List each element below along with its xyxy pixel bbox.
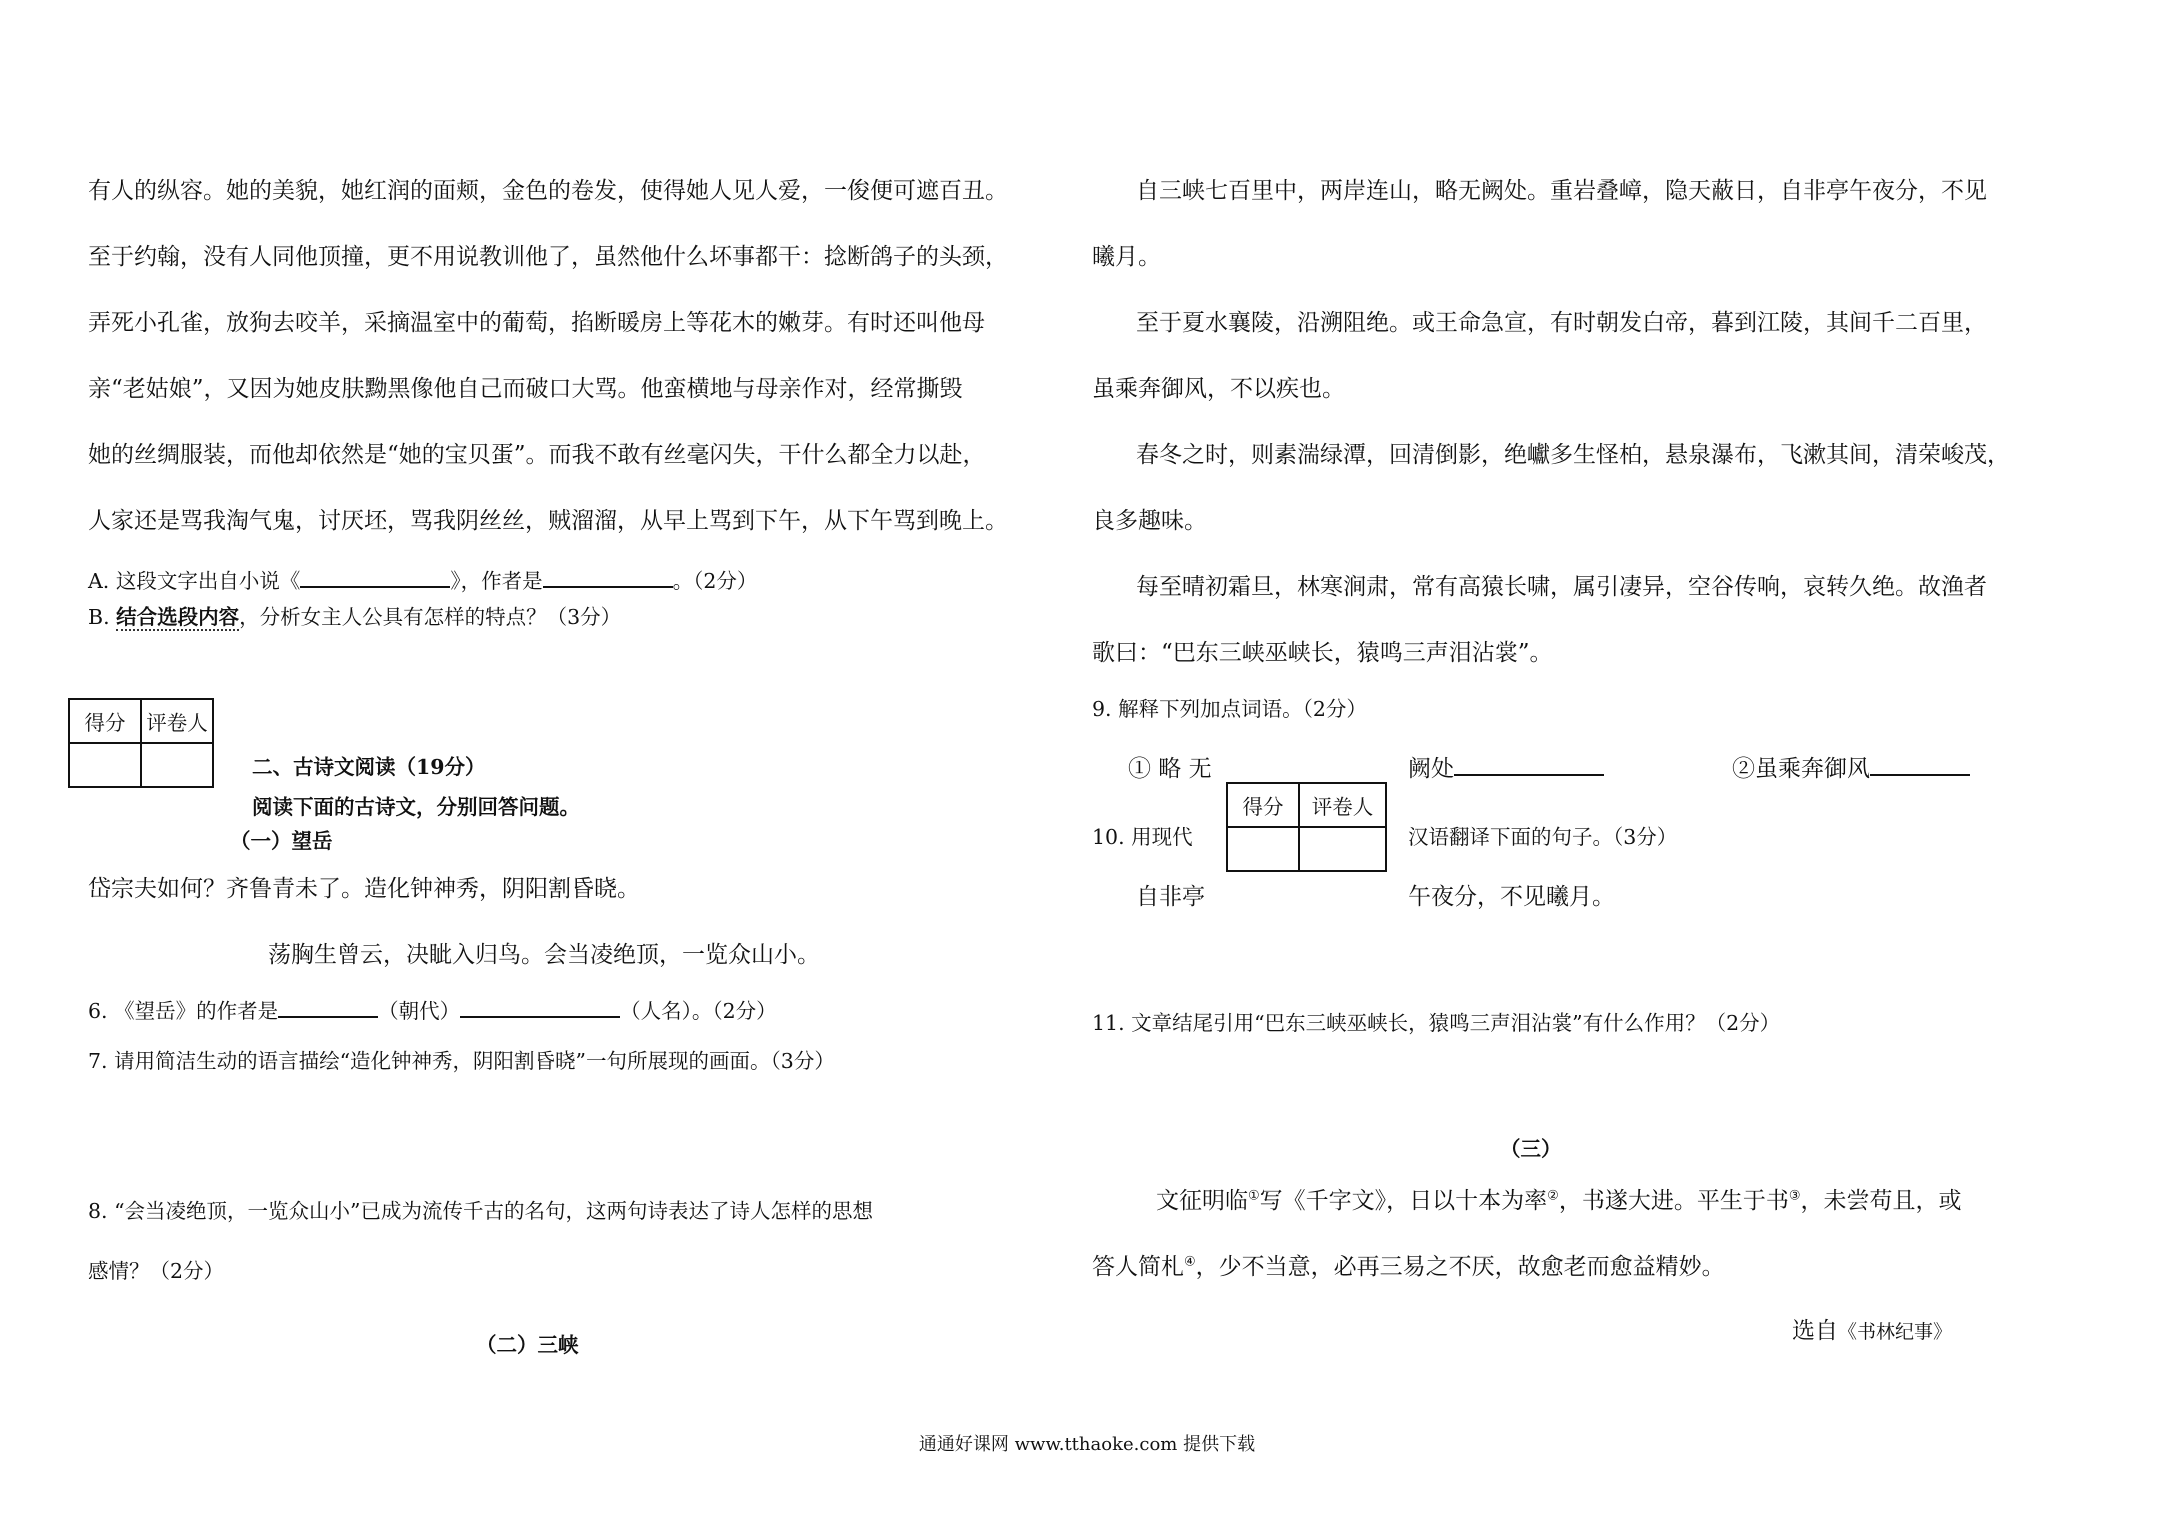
q9-item-1-word: 阙处: [1408, 750, 1604, 783]
subsection-title: （三）: [1500, 1137, 1562, 1161]
passage-3-line: 文征明临①写《千字文》，日以十本为率②，书遂大进。平生于书③，未尝苟且，或: [1156, 1188, 1962, 1214]
question-10-cont: 汉语翻译下面的句子。（3分）: [1408, 825, 1678, 849]
passage-line: 良多趣味。: [1092, 508, 1207, 534]
poem-line: 岱宗夫如何？齐鲁青未了。造化钟神秀，阴阳割昏晓。: [88, 876, 640, 902]
question-7: 7. 请用简洁生动的语言描绘“造化钟神秀，阴阳割昏晓”一句所展现的画面。（3分）: [88, 1049, 835, 1073]
passage-line: 歌曰：“巴东三峡巫峡长，猿鸣三声泪沾裳”。: [1092, 640, 1553, 666]
score-label: 得分: [1227, 783, 1299, 827]
passage-line: 亲“老姑娘”，又因为她皮肤黝黑像他自己而破口大骂。他蛮横地与母亲作对，经常撕毁: [88, 376, 963, 402]
score-cell[interactable]: [1227, 827, 1299, 871]
subsection-title: （二）三峡: [476, 1333, 579, 1357]
passage-3-line: 答人简札④，少不当意，必再三易之不厌，故愈老而愈益精妙。: [1092, 1254, 1725, 1280]
question-a: A. 这段文字出自小说《 》，作者是 。（2分）: [88, 564, 757, 594]
grader-cell[interactable]: [141, 743, 213, 787]
passage-line: 每至晴初霜旦，林寒涧肃，常有高猿长啸，属引凄异，空谷传响，哀转久绝。故渔者: [1136, 574, 1987, 600]
passage-line: 至于约翰，没有人同他顶撞，更不用说教训他了，虽然他什么坏事都干：捻断鸽子的头颈，: [88, 244, 1008, 270]
page-footer: 通通好课网 www.tthaoke.com 提供下载: [918, 1434, 1256, 1455]
grader-label: 评卷人: [1299, 783, 1386, 827]
q10-sentence: 自非亭: [1136, 884, 1205, 910]
answer-blank[interactable]: [1454, 754, 1604, 776]
section-title: 二、古诗文阅读（19分）: [252, 755, 486, 779]
passage-line: 至于夏水襄陵，沿溯阻绝。或王命急宣，有时朝发白帝，暮到江陵，其间千二百里，: [1136, 310, 1987, 336]
question-10: 10. 用现代: [1092, 825, 1193, 849]
answer-blank[interactable]: [543, 566, 673, 588]
passage-line: 她的丝绸服装，而他却依然是“她的宝贝蛋”。而我不敢有丝毫闪失，干什么都全力以赴，: [88, 442, 986, 468]
score-box: [68, 698, 214, 788]
answer-blank[interactable]: [1870, 754, 1970, 776]
emphasis-text: 结合选段内容: [116, 605, 240, 629]
section-instruction: 阅读下面的古诗文，分别回答问题。: [252, 795, 580, 819]
answer-blank[interactable]: [300, 566, 450, 588]
source-citation: 选自《书林纪事》: [1792, 1318, 1953, 1344]
q9-item-2: ②虽乘奔御风: [1732, 750, 1970, 783]
poem-line: 荡胸生曾云，决眦入归鸟。会当凌绝顶，一览众山小。: [268, 942, 820, 968]
question-b: B. 结合选段内容，分析女主人公具有怎样的特点？（3分）: [88, 605, 622, 629]
question-9: 9. 解释下列加点词语。（2分）: [1092, 697, 1367, 721]
score-label: 得分: [69, 699, 141, 743]
score-cell[interactable]: [69, 743, 141, 787]
question-8: 8. “会当凌绝顶，一览众山小”已成为流传千古的名句，这两句诗表达了诗人怎样的思想: [88, 1199, 874, 1223]
q9-item-1: ① 略 无: [1128, 756, 1212, 782]
answer-blank[interactable]: [460, 996, 620, 1018]
passage-line: 自三峡七百里中，两岸连山，略无阙处。重岩叠嶂，隐天蔽日，自非亭午夜分，不见: [1136, 178, 1987, 204]
passage-line: 春冬之时，则素湍绿潭，回清倒影，绝巘多生怪柏，悬泉瀑布，飞漱其间，清荣峻茂，: [1136, 442, 2010, 468]
passage-line: 人家还是骂我淘气鬼，讨厌坯，骂我阴丝丝，贼溜溜，从早上骂到下午，从下午骂到晚上。: [88, 508, 1008, 534]
question-8-cont: 感情？（2分）: [88, 1259, 225, 1283]
passage-line: 有人的纵容。她的美貌，她红润的面颊，金色的卷发，使得她人见人爱，一俊便可遮百丑。: [88, 178, 1008, 204]
score-box: [1226, 782, 1387, 872]
q10-sentence-cont: 午夜分，不见曦月。: [1408, 884, 1615, 910]
question-11: 11. 文章结尾引用“巴东三峡巫峡长，猿鸣三声泪沾裳”有什么作用？（2分）: [1092, 1011, 1781, 1035]
passage-line: 虽乘奔御风，不以疾也。: [1092, 376, 1345, 402]
grader-cell[interactable]: [1299, 827, 1386, 871]
passage-line: 曦月。: [1092, 244, 1161, 270]
poem-title: （一）望岳: [230, 829, 333, 853]
grader-label: 评卷人: [141, 699, 213, 743]
answer-blank[interactable]: [278, 996, 378, 1018]
passage-line: 弄死小孔雀，放狗去咬羊，采摘温室中的葡萄，掐断暖房上等花木的嫩芽。有时还叫他母: [88, 310, 985, 336]
question-6: 6. 《望岳》的作者是 （朝代） （人名）。（2分）: [88, 994, 777, 1024]
